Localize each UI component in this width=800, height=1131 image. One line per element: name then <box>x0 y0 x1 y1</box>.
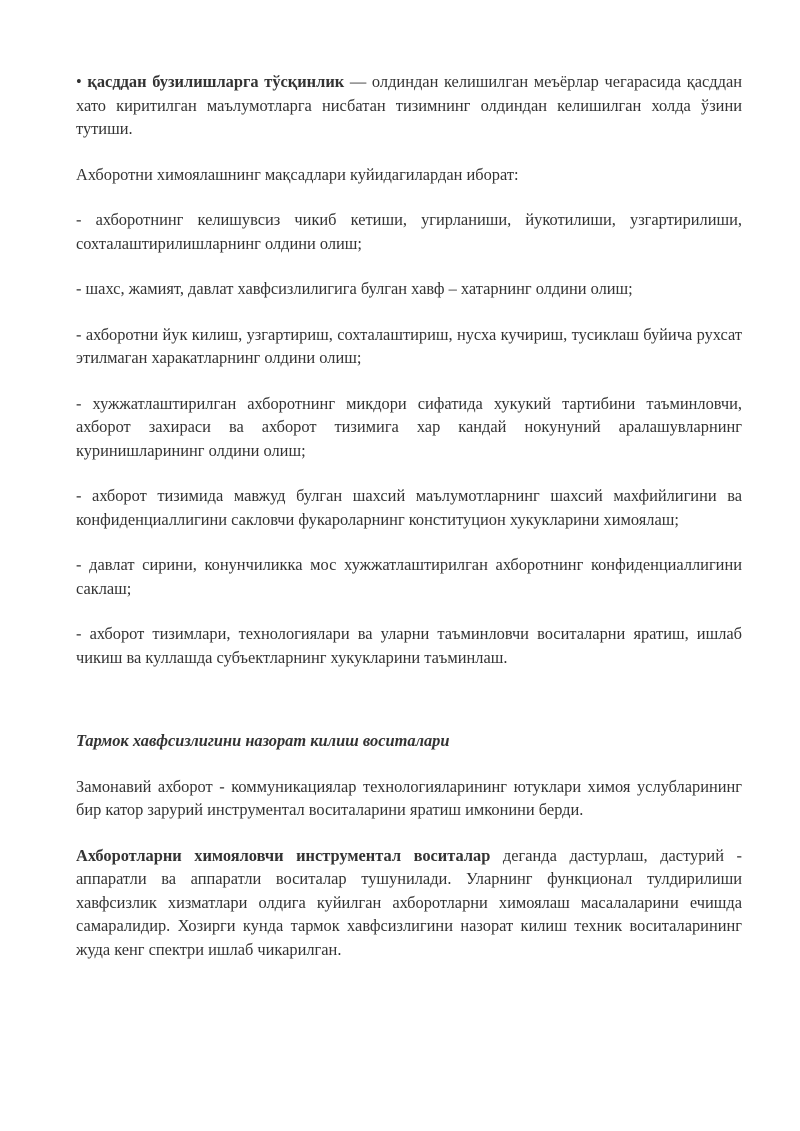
section-term: Ахборотларни химояловчи инструментал воситалар <box>76 845 491 865</box>
section-paragraph-1: Замонавий ахборот - коммуникациялар технологияларининг ютуклари химоя услубларининг бир катор зарурий инструментал воситаларини яратиш имконини берди. <box>76 776 742 819</box>
goal-item: - ахборот тизимлари, технологиялари ва уларни таъминловчи воситаларни яратиш, ишлаб чикиш ва куллашда субъектларнинг хукукларини таъминлаш. <box>76 624 742 667</box>
section-text: деганда дастурлаш, дастурий - аппаратли ва аппаратли воситалар тушунилади. Уларнинг функционал тулдирилиши хавфсизлик хизматлари олдига куйилган ахборотларни химоялаш масалаларини ечишда самаралидир. Хозирги кунда тармок хавфсизлигини назорат килиш техник воситаларининг жуда кенг спектри ишлаб чикарилган. <box>76 845 742 959</box>
goals-intro: Ахборотни химоялашнинг мақсадлари куйидагилардан иборат: <box>76 164 519 184</box>
goal-item: - ахборот тизимида мавжуд булган шахсий маълумотларнинг шахсий махфийлигини ва конфиденциаллигини сакловчи фукароларнинг конституцион хукукларини химоялаш; <box>76 486 742 529</box>
goal-item: - давлат сирини, конунчиликка мос хужжатлаштирилган ахборотнинг конфиденциаллигини саклаш; <box>76 555 742 598</box>
bullet-paragraph <box>76 70 742 141</box>
bullet-marker: • <box>76 72 82 91</box>
goal-item: - хужжатлаштирилган ахборотнинг микдори сифатида хукукий тартибини таъминловчи, ахборот захираси ва ахборот тизимига хар кандай нокунуний аралашувларнинг куринишларининг олдини олиш; <box>76 393 742 460</box>
section-heading: Тармок хавфсизлигини назорат килиш воситалари <box>76 731 450 750</box>
goal-item: - шахс, жамият, давлат хавфсизлилигига булган хавф – хатарнинг олдини олиш; <box>76 279 633 298</box>
goal-item: - ахборотни йук килиш, узгартириш, сохталаштириш, нусха кучириш, тусиклаш буйича рухсат этилмаган харакатларнинг олдини олиш; <box>76 324 742 367</box>
bullet-term: қасддан бузилишларга тўсқинлик <box>87 72 345 91</box>
document-page <box>76 70 742 961</box>
bullet-text: — олдиндан келишилган меъёрлар чегарасида қасддан хато киритилган маълумотларга нисбатан тизимнинг олдиндан келишилган холда ўзини тутиши. <box>76 72 742 138</box>
section-paragraph-2 <box>76 844 742 962</box>
goal-item: - ахборотнинг келишувсиз чикиб кетиши, угирланиши, йукотилиши, узгартирилиши, сохталаштирилишларнинг олдини олиш; <box>76 210 742 253</box>
